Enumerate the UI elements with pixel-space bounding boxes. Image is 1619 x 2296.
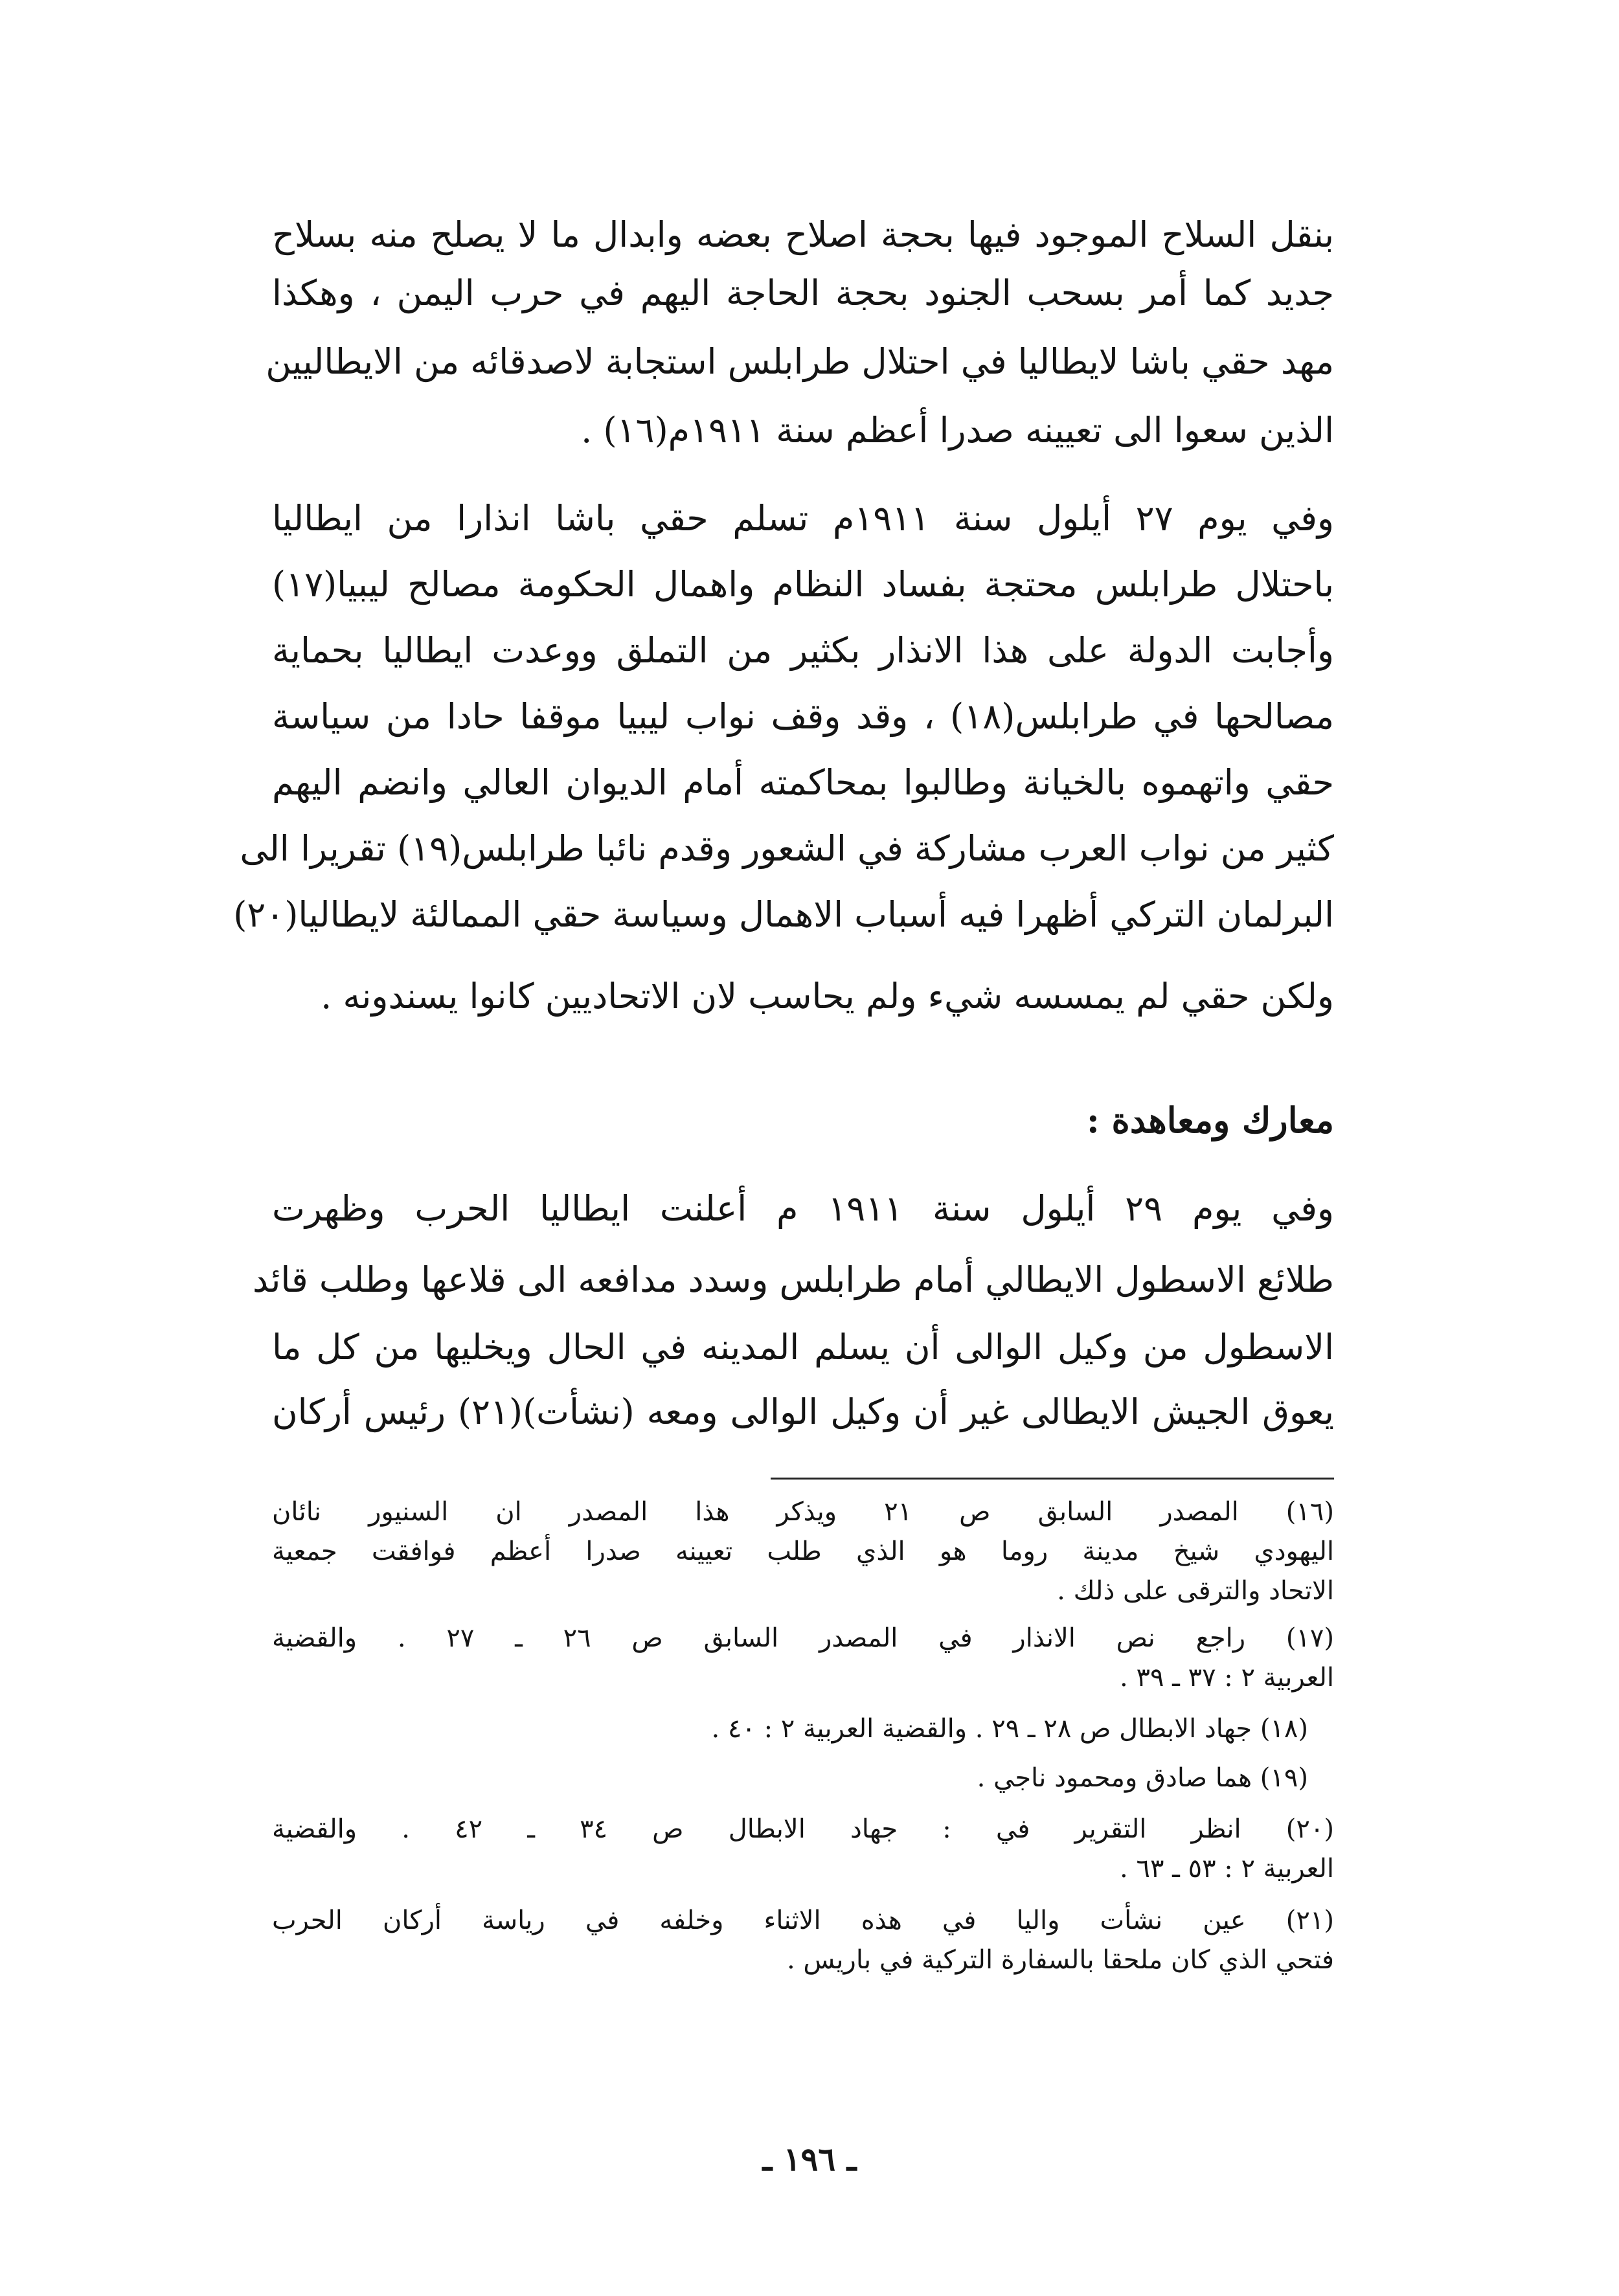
- body-line: طلائع الاسطول الايطالي أمام طرابلس وسدد مدافعه الى قلاعها وطلب قائد: [253, 1259, 1334, 1300]
- footnote-line: (١٩) هما صادق ومحمود ناجي .: [977, 1763, 1308, 1793]
- page-number: ـ ١٩٦ ـ: [762, 2140, 857, 2178]
- footnote-line: (١٨) جهاد الابطال ص ٢٨ ـ ٢٩ . والقضية العربية ٢ : ٤٠ .: [711, 1714, 1308, 1744]
- footnote-line: (٢٠) انظر التقرير في : جهاد الابطال ص ٣٤ ـ ٤٢ . والقضية: [272, 1814, 1334, 1844]
- footnote-line: اليهودي شيخ مدينة روما هو الذي طلب تعيينه صدرا أعظم فوافقت جمعية: [272, 1536, 1334, 1566]
- footnote-line: العربية ٢ : ٣٧ ـ ٣٩ .: [1120, 1663, 1334, 1693]
- body-line: مصالحها في طرابلس(١٨) ، وقد وقف نواب ليبيا موقفا حادا من سياسة: [272, 696, 1335, 737]
- body-line: وفي يوم ٢٩ أيلول سنة ١٩١١ م أعلنت ايطاليا الحرب وظهرت: [272, 1188, 1334, 1229]
- body-line: باحتلال طرابلس محتجة بفساد النظام واهمال الحكومة مصالح ليبيا(١٧): [272, 564, 1334, 605]
- footnote-line: (١٧) راجع نص الانذار في المصدر السابق ص ٢٦ ـ ٢٧ . والقضية: [272, 1623, 1334, 1653]
- body-line: كثير من نواب العرب مشاركة في الشعور وقدم نائبا طرابلس(١٩) تقريرا الى: [240, 828, 1334, 869]
- body-line: وفي يوم ٢٧ أيلول سنة ١٩١١م تسلم حقي باشا انذارا من ايطاليا: [272, 498, 1334, 539]
- footnote-line: الاتحاد والترقى على ذلك .: [1057, 1576, 1334, 1606]
- body-line: الاسطول من وكيل الوالى أن يسلم المدينه في الحال ويخليها من كل ما: [272, 1327, 1334, 1367]
- body-line: ولكن حقي لم يمسسه شيء ولم يحاسب لان الاتحاديين كانوا يسندونه .: [321, 976, 1334, 1017]
- body-line: بنقل السلاح الموجود فيها بحجة اصلاح بعضه وابدال ما لا يصلح منه بسلاح: [272, 214, 1334, 255]
- footnote-line: (١٦) المصدر السابق ص ٢١ ويذكر هذا المصدر ان السنيور نائان: [272, 1497, 1334, 1527]
- body-line: جديد كما أمر بسحب الجنود بحجة الحاجة اليهم في حرب اليمن ، وهكذا: [272, 273, 1334, 313]
- body-line: يعوق الجيش الايطالى غير أن وكيل الوالى ومعه (نشأت)(٢١) رئيس أركان: [272, 1391, 1334, 1432]
- body-line: وأجابت الدولة على هذا الانذار بكثير من التملق ووعدت ايطاليا بحماية: [272, 630, 1334, 671]
- body-line: الذين سعوا الى تعيينه صدرا أعظم سنة ١٩١١م(١٦) .: [581, 410, 1334, 451]
- section-heading: معارك ومعاهدة :: [1086, 1099, 1334, 1141]
- footnote-line: العربية ٢ : ٥٣ ـ ٦٣ .: [1120, 1854, 1334, 1884]
- footnote-line: فتحي الذي كان ملحقا بالسفارة التركية في باريس .: [786, 1945, 1334, 1975]
- body-line: حقي واتهموه بالخيانة وطالبوا بمحاكمته أمام الديوان العالي وانضم اليهم: [272, 762, 1334, 803]
- body-line: البرلمان التركي أظهرا فيه أسباب الاهمال وسياسة حقي الممالئة لايطاليا(٢٠): [233, 894, 1334, 935]
- body-line: مهد حقي باشا لايطاليا في احتلال طرابلس استجابة لاصدقائه من الايطاليين: [266, 341, 1334, 382]
- footnote-line: (٢١) عين نشأت واليا في هذه الاثناء وخلفه في رياسة أركان الحرب: [272, 1906, 1334, 1935]
- footnote-separator: [771, 1478, 1334, 1480]
